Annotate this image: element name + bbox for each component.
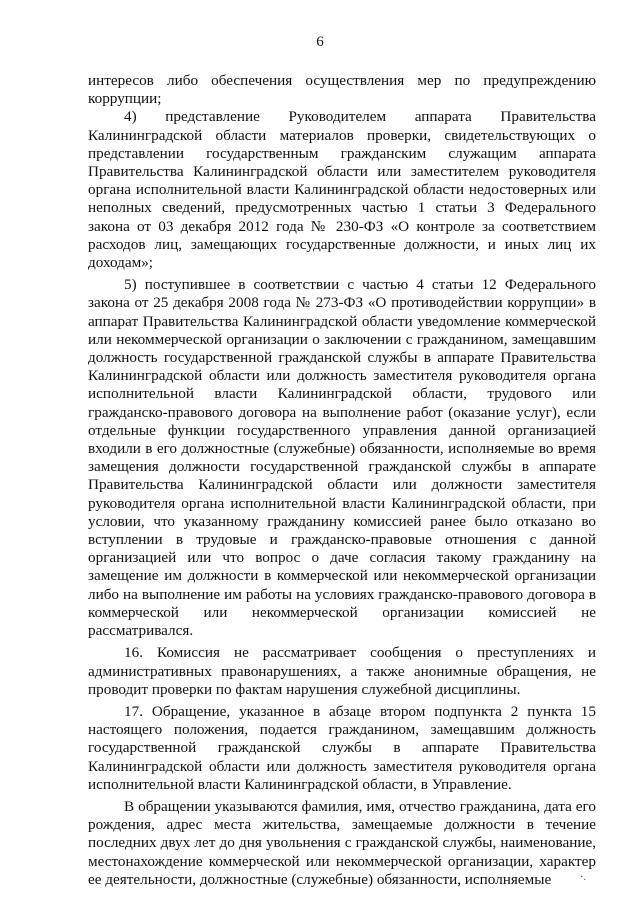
paragraph-clause-17: 17. Обращение, указанное в абзаце втором подпункта 2 пункта 15 настоящего положения, подается гражданином, замещавшим должность государственной гражданской службы в аппарате Правительства Калининградской области или должность заместителя руководителя органа исполнительной власти Калининградской области, в Управление. <box>88 702 596 793</box>
scan-speck: ·. <box>580 872 586 883</box>
paragraph-appeal-contents: В обращении указываются фамилия, имя, отчество гражданина, дата его рождения, адрес места жительства, замещаемые должности в течение последних двух лет до дня увольнения с гражданской службы, наименование, местонахождение коммерческой или некоммерческой организации, характер ее деятельности, должностные (служебные) обязанности, исполняемые <box>88 797 596 888</box>
paragraph-item-4: 4) представление Руководителем аппарата Правительства Калининградской области материалов проверки, свидетельствующих о представлении государственным гражданским служащим аппарата Правительства Калининградской области или заместителем руководителя органа исполнительной власти Калининградской области недостоверных или неполных сведений, предусмотренных частью 1 статьи 3 Федерального закона от 03 декабря 2012 года № 230-ФЗ «О контроле за соответствием расходов лиц, замещающих государственные должности, и иных лиц их доходам»; <box>88 108 596 272</box>
paragraph-clause-16: 16. Комиссия не рассматривает сообщения о преступлениях и административных правонарушениях, а также анонимные обращения, не проводит проверки по фактам нарушения служебной дисциплины. <box>88 644 596 698</box>
page-number: 6 <box>316 34 324 50</box>
paragraph-item-5: 5) поступившее в соответствии с частью 4 статьи 12 Федерального закона от 25 декабря 2008 года № 273-ФЗ «О противодействии коррупции» в аппарат Правительства Калининградской области уведомление коммерческой или некоммерческой организации о заключении с гражданином, замещавшим должность государственной гражданской службы в аппарате Правительства Калининградской области или должность заместителя руководителя органа исполнительной власти Калининградской области, трудового или гражданско-правового договора на выполнение работ (оказание услуг), если отдельные функции государственного управления данной организацией входили в его должностные (служебные) обязанности, исполняемые во время замещения должности государственной гражданской службы в аппарате Правительства Калининградской области или должности заместителя руководителя органа исполнительной власти Калининградской области, при условии, что указанному гражданину комиссией ранее было отказано во вступлении в трудовые и гражданско-правовые отношения с данной организацией или что вопрос о даче согласия такому гражданину на замещение им должности в коммерческой или некоммерческой организации либо на выполнение им работы на условиях гражданско-правового договора в коммерческой или некоммерческой организации комиссией не рассматривался. <box>88 276 596 640</box>
paragraph-continuation: интересов либо обеспечения осуществления мер по предупреждению коррупции; <box>88 72 596 108</box>
document-body <box>88 72 596 889</box>
